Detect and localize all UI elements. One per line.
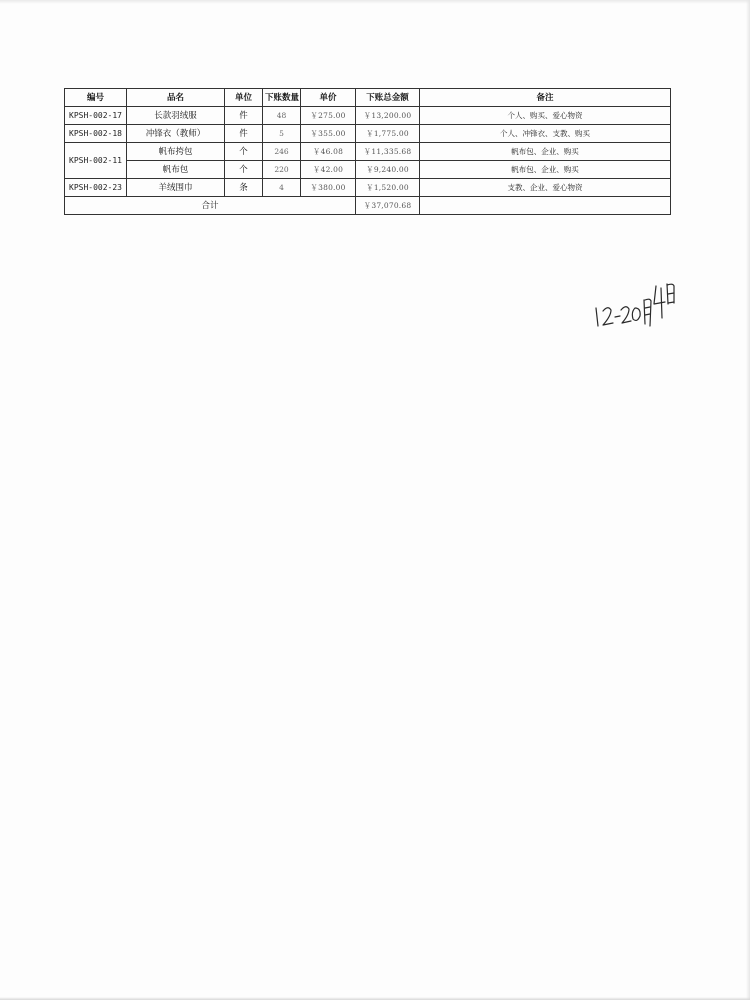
- cell-note: 个人、冲锋衣、支教、购买: [420, 125, 671, 143]
- cell-unit: 个: [225, 143, 263, 161]
- cell-amount: ￥13,200.00: [356, 107, 420, 125]
- cell-price: ￥42.00: [301, 161, 356, 179]
- table-header-row: [65, 89, 671, 107]
- scan-edge-right: [746, 0, 750, 1000]
- scan-edge-top: [0, 0, 750, 4]
- ledger-table: [64, 88, 671, 215]
- handwritten-date-drawing: [590, 278, 680, 338]
- cell-name: 冲锋衣（教师）: [127, 125, 225, 143]
- table-total-row: [65, 197, 671, 215]
- cell-note: 帆布包、企业、购买: [420, 143, 671, 161]
- column-header-unit: 单位: [225, 89, 263, 107]
- cell-unit: 条: [225, 179, 263, 197]
- cell-code: KPSH-002-23: [65, 179, 127, 197]
- total-label: 合计: [65, 197, 356, 215]
- cell-amount: ￥1,520.00: [356, 179, 420, 197]
- cell-note: 帆布包、企业、购买: [420, 161, 671, 179]
- cell-price: ￥275.00: [301, 107, 356, 125]
- cell-code: KPSH-002-18: [65, 125, 127, 143]
- cell-qty: 246: [263, 143, 301, 161]
- column-header-note: 备注: [420, 89, 671, 107]
- cell-name: 帆布包: [127, 161, 225, 179]
- table-row: [65, 161, 671, 179]
- cell-amount: ￥1,775.00: [356, 125, 420, 143]
- cell-name: 长款羽绒服: [127, 107, 225, 125]
- table-row: [65, 143, 671, 161]
- cell-note: 个人、购买、爱心物资: [420, 107, 671, 125]
- column-header-amount: 下账总金额: [356, 89, 420, 107]
- total-amount: ￥37,070.68: [356, 197, 420, 215]
- cell-price: ￥380.00: [301, 179, 356, 197]
- cell-amount: ￥11,335.68: [356, 143, 420, 161]
- cell-name: 羊绒围巾: [127, 179, 225, 197]
- cell-unit: 个: [225, 161, 263, 179]
- cell-unit: 件: [225, 125, 263, 143]
- table-row: [65, 179, 671, 197]
- cell-name: 帆布挎包: [127, 143, 225, 161]
- cell-code: KPSH-002-11: [65, 143, 127, 179]
- total-note-empty: [420, 197, 671, 215]
- cell-qty: 4: [263, 179, 301, 197]
- table-row: [65, 125, 671, 143]
- handwritten-date-signature: [590, 278, 680, 338]
- cell-price: ￥46.08: [301, 143, 356, 161]
- cell-code: KPSH-002-17: [65, 107, 127, 125]
- column-header-code: 编号: [65, 89, 127, 107]
- cell-amount: ￥9,240.00: [356, 161, 420, 179]
- column-header-price: 单价: [301, 89, 356, 107]
- cell-unit: 件: [225, 107, 263, 125]
- column-header-qty: 下账数量: [263, 89, 301, 107]
- table-row: [65, 107, 671, 125]
- cell-qty: 5: [263, 125, 301, 143]
- cell-qty: 220: [263, 161, 301, 179]
- column-header-name: 品名: [127, 89, 225, 107]
- cell-price: ￥355.00: [301, 125, 356, 143]
- cell-note: 支教、企业、爱心物资: [420, 179, 671, 197]
- cell-qty: 48: [263, 107, 301, 125]
